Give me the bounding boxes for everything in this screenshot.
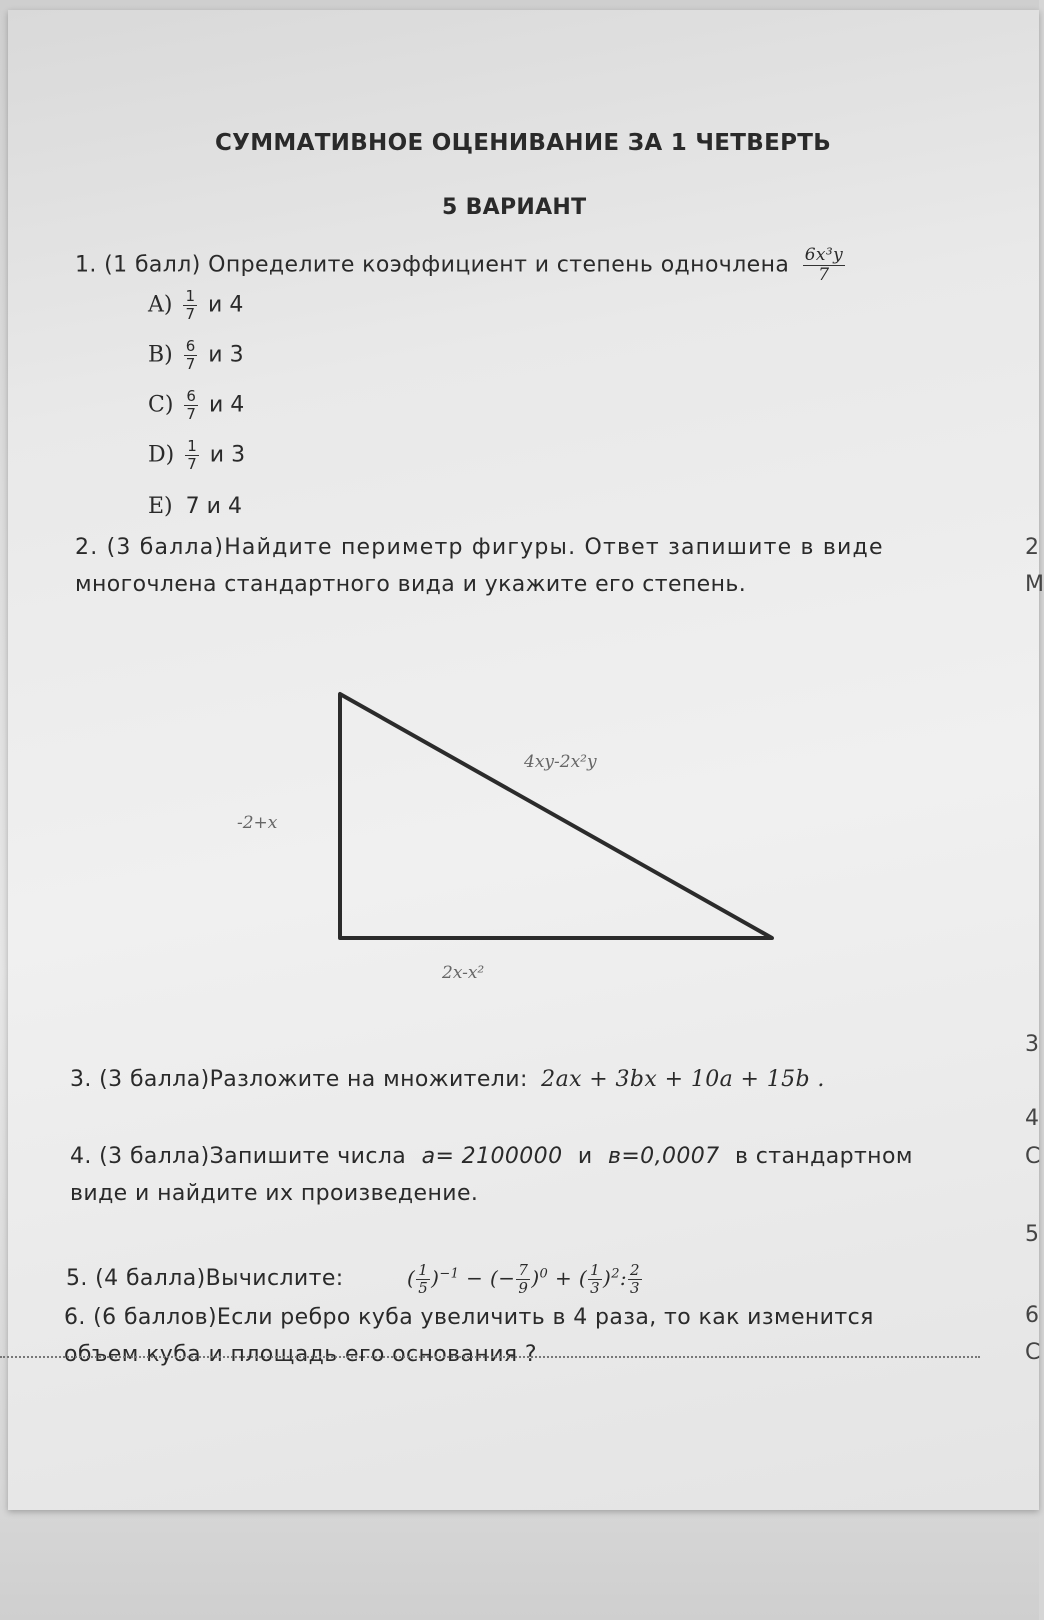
dotted-line (0, 1356, 980, 1358)
option-text: и 4 (208, 392, 245, 418)
question-3-expression: 2ax + 3bx + 10a + 15b . (541, 1067, 825, 1092)
question-1-prompt: 1. (1 балл) Определите коэффициент и степень одночлена (75, 252, 790, 278)
conjunction: и (577, 1144, 593, 1169)
option-letter: A) (148, 292, 173, 318)
edge-letter: 3 (1025, 1032, 1039, 1057)
question-3-prompt: 3. (3 балла)Разложите на множители: (70, 1067, 528, 1092)
option-letter: D) (148, 442, 175, 468)
fraction-denominator: 7 (187, 455, 197, 473)
option-text: и 3 (209, 442, 246, 468)
option-letter: C) (148, 392, 174, 418)
question-5-expression: ( $\frac{1}{5}$ )$^{-1}$ − (− $\frac{7}{9}$ )$^0$ + ( $\frac{1}{3}$ )$^2$: $\frac{2}{3}$ (406, 1261, 640, 1297)
question-3 (70, 1067, 825, 1092)
question-2-line-1: 2. (3 балла)Найдите периметр фигуры. Ответ запишите в виде (75, 535, 884, 560)
option-letter: E) (148, 494, 173, 519)
edge-letter: 2 (1025, 535, 1039, 560)
option-text: 7 и 4 (185, 494, 242, 519)
fraction (416, 1262, 430, 1297)
edge-letter: С (1025, 1144, 1041, 1169)
page-title: СУММАТИВНОЕ ОЦЕНИВАНИЕ ЗА 1 ЧЕТВЕРТЬ (215, 130, 832, 156)
variant-label: 5 ВАРИАНТ (442, 195, 587, 220)
question-5-prompt: 5. (4 балла)Вычислите: (66, 1266, 344, 1291)
hypotenuse-label: 4xy-2x²y (524, 752, 597, 772)
fraction-denominator: 7 (185, 355, 196, 373)
fraction-denominator: 9 (518, 1279, 529, 1297)
question-4-line-2: виде и найдите их произведение. (70, 1181, 479, 1206)
fraction-numerator: 1 (418, 1261, 429, 1279)
number-b: в=0,0007 (607, 1144, 720, 1169)
fraction-numerator: 2 (630, 1261, 640, 1279)
edge-letter: С (1025, 1340, 1041, 1365)
edge-letter: 5 (1025, 1222, 1039, 1247)
fraction-denominator: 3 (630, 1279, 640, 1297)
triangle-shape (340, 694, 772, 938)
fraction-numerator: 6 (186, 387, 196, 405)
exponent: −1 (439, 1266, 460, 1282)
edge-letter: 6 (1025, 1303, 1039, 1328)
option-text: и 4 (208, 292, 244, 318)
edge-letter: М (1025, 572, 1044, 597)
fraction-numerator: 1 (590, 1261, 601, 1279)
exponent: 2 (611, 1266, 620, 1282)
option-letter: B) (148, 342, 173, 368)
fraction-numerator: 6 (185, 337, 196, 355)
fraction-denominator: 7 (186, 405, 196, 423)
fraction-denominator: 3 (590, 1279, 601, 1297)
fraction (588, 1262, 602, 1297)
left-side-label: -2+x (237, 813, 278, 833)
question-5 (66, 1262, 643, 1297)
fraction-numerator: 1 (185, 287, 196, 305)
option-text: и 3 (208, 342, 244, 368)
fraction-denominator: 7 (185, 305, 196, 323)
bottom-side-label: 2x-x² (442, 963, 485, 983)
number-a: a= 2100000 (421, 1144, 563, 1169)
fraction-denominator: 5 (418, 1279, 429, 1297)
exponent: 0 (539, 1266, 549, 1282)
monomial-numerator: 6x³y (804, 245, 844, 265)
monomial-denominator: 7 (818, 265, 830, 285)
question-4-prompt-end: в стандартном (734, 1144, 913, 1169)
fraction (628, 1262, 642, 1297)
fraction-numerator: 7 (518, 1261, 529, 1279)
question-4-line-1 (70, 1144, 913, 1169)
question-6-line-2: объем куба и площадь его основания ? (64, 1342, 537, 1367)
question-4-prompt: 4. (3 балла)Запишите числа (70, 1144, 407, 1169)
question-2-line-2: многочлена стандартного вида и укажите его степень. (75, 572, 747, 597)
fraction-numerator: 1 (187, 437, 197, 455)
edge-letter: 4 (1025, 1106, 1039, 1131)
question-6-line-1: 6. (6 баллов)Если ребро куба увеличить в 4 раза, то как изменится (64, 1305, 874, 1330)
fraction (516, 1262, 530, 1297)
